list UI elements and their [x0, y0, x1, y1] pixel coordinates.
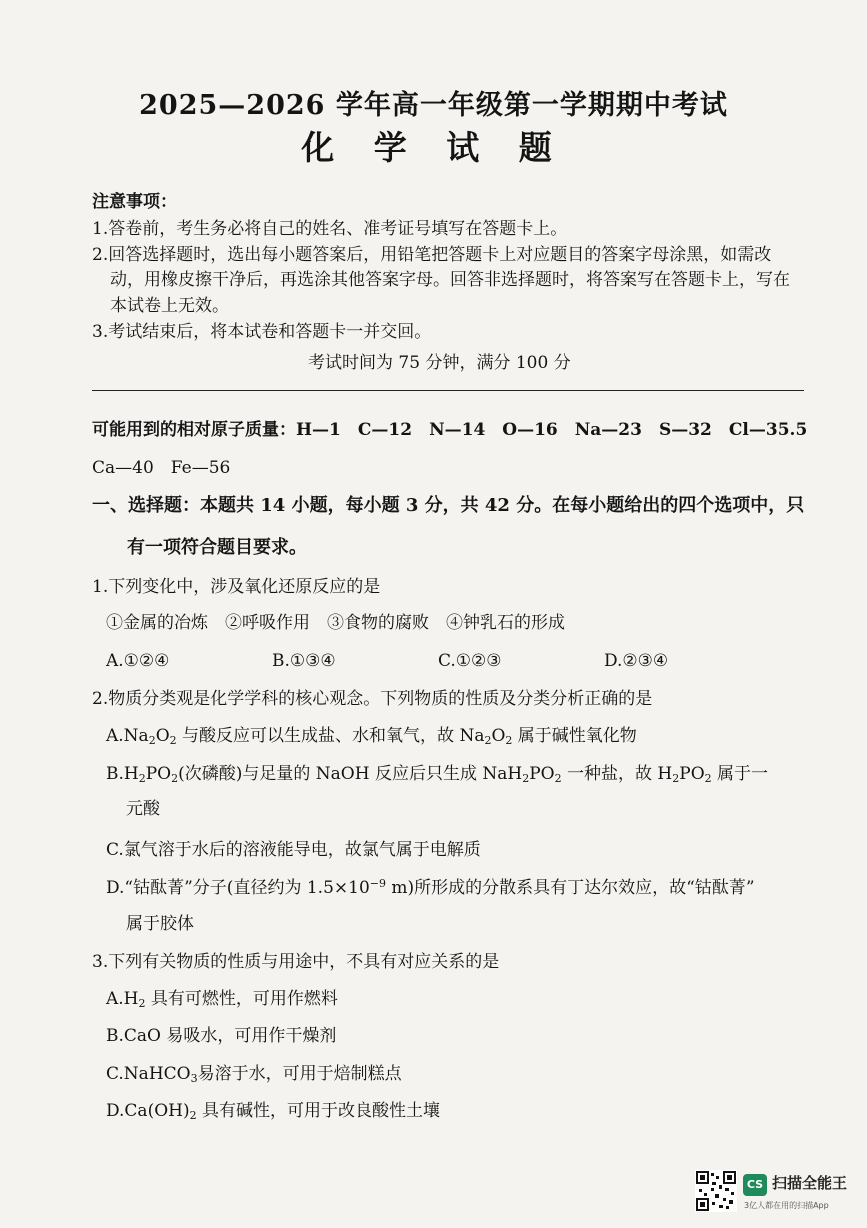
scanner-logo-badge: CS	[743, 1174, 767, 1196]
q2-option-a: $A.Na_2O_2$ 与酸反应可以生成盐、水和氧气，故 $Na_2O_2$ 属于碱性氧化物	[106, 726, 637, 747]
q3-option-c: C.NaHCO$_3$易溶于水，可用于焙制糕点	[106, 1064, 402, 1085]
note-2-cont: 动，用橡皮擦干净后，再选涂其他答案字母。回答非选择题时，将答案写在答题卡上，写在	[110, 270, 790, 290]
q2-option-b: $B.H_2PO_2$(次磷酸)与足量的 NaOH 反应后只生成 $NaH_2PO_2$ 一种盐，故 $H_2PO_2$ 属于一	[106, 764, 769, 785]
q2-stem: 2.物质分类观是化学学科的核心观念。下列物质的性质及分类分析正确的是	[92, 689, 653, 709]
note-3: 3.考试结束后，将本试卷和答题卡一并交回。	[92, 322, 432, 342]
q3-option-d: $D.Ca(OH)_2$ 具有碱性，可用于改良酸性土壤	[106, 1101, 441, 1122]
scanner-brand: 扫描全能王	[772, 1174, 848, 1192]
q2-option-d: D.“钴酞菁”分子(直径约为 $1.5\times 10^{-9}$ m)所形成的分散系具有丁达尔效应，故“钴酞菁”	[106, 877, 755, 898]
qr-code-icon	[695, 1170, 737, 1212]
atomic-masses-line1: 可能用到的相对原子质量：H—1 C—12 N—14 O—16 Na—23 S—32 Cl—35.5	[92, 420, 808, 440]
note-2-cont2: 本试卷上无效。	[110, 296, 229, 316]
atomic-masses-line2: Ca—40 Fe—56	[92, 458, 231, 478]
section1-heading-cont: 有一项符合题目要求。	[127, 537, 307, 558]
q2-option-b-cont: 元酸	[126, 799, 160, 819]
q1-option-d: D.②③④	[604, 651, 669, 671]
exam-title: 2025—2026 学年高一年级第一学期期中考试	[139, 90, 728, 121]
q1-stem: 1.下列变化中，涉及氧化还原反应的是	[92, 577, 381, 597]
q1-option-a: A.①②④	[106, 651, 170, 671]
time-info: 考试时间为 75 分钟，满分 100 分	[308, 353, 571, 373]
q1-option-c: C.①②③	[438, 651, 502, 671]
q3-stem: 3.下列有关物质的性质与用途中，不具有对应关系的是	[92, 952, 500, 972]
note-2: 2.回答选择题时，选出每小题答案后，用铅笔把答题卡上对应题目的答案字母涂黑，如需改	[92, 245, 772, 265]
q2-option-c: C.氯气溶于水后的溶液能导电，故氯气属于电解质	[106, 840, 481, 860]
subject-title: 化 学 试 题	[301, 128, 566, 167]
q1-option-b: B.①③④	[272, 651, 336, 671]
scanner-brand-sub: 3亿人都在用的扫描App	[744, 1201, 829, 1210]
q1-items: ①金属的冶炼 ②呼吸作用 ③食物的腐败 ④钟乳石的形成	[106, 613, 565, 633]
section1-heading: 一、选择题：本题共 14 小题，每小题 3 分，共 42 分。在每小题给出的四个选项中，只	[92, 495, 805, 516]
q3-option-a: $A.H_2$ 具有可燃性，可用作燃料	[106, 989, 338, 1010]
q3-option-b: B.CaO 易吸水，可用作干燥剂	[106, 1026, 337, 1046]
note-1: 1.答卷前，考生务必将自己的姓名、准考证号填写在答题卡上。	[92, 219, 568, 239]
divider	[92, 390, 804, 391]
notes-heading: 注意事项：	[92, 192, 177, 212]
q2-option-d-cont: 属于胶体	[126, 914, 194, 934]
